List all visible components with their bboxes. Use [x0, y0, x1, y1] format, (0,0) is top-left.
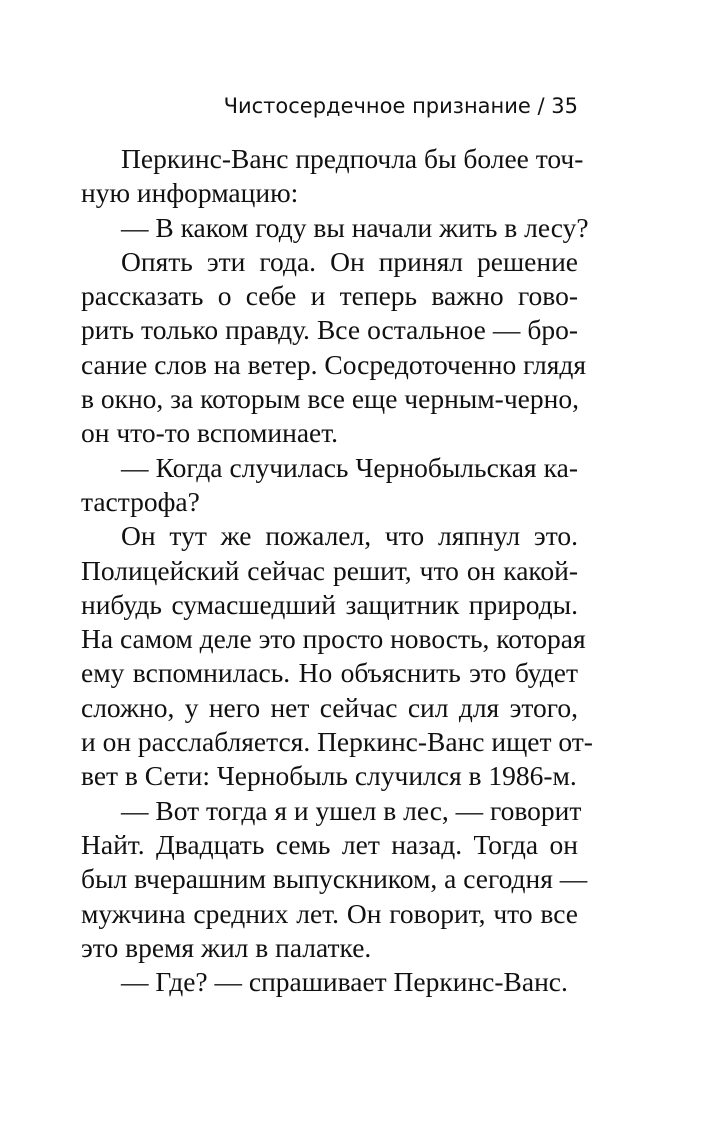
text-line: он что-то вспоминает.: [81, 417, 339, 449]
text-line: сложно, у него нет сейчас сил для этого,: [81, 691, 578, 723]
text-line: Опять эти года. Он принял решение: [121, 245, 578, 277]
text-line: Он тут же пожалел, что ляпнул это.: [121, 520, 578, 552]
text-line: и он расслабляется. Перкинс-Ванс ищет от-: [81, 726, 593, 758]
text-line: это время жил в палатке.: [81, 931, 372, 963]
text-line: На самом деле это просто новость, которая: [81, 623, 586, 655]
text-line: — Где? — спрашивает Перкинс-Ванс.: [121, 966, 568, 998]
text-line: Перкинс-Ванс предпочла бы более точ-: [121, 143, 584, 174]
text-line: нибудь сумасшедший защитник природы.: [81, 588, 578, 620]
text-line: ему вспомнилась. Но объяснить это будет: [81, 657, 578, 689]
text-line: рить только правду. Все остальное — бро-: [81, 314, 578, 346]
text-line: — Вот тогда я и ушел в лес, — говорит: [121, 794, 582, 826]
text-line: ную информацию:: [81, 177, 299, 209]
text-line: был вчерашним выпускником, а сегодня —: [81, 863, 588, 895]
text-line: рассказать о себе и теперь важно гово-: [81, 280, 578, 312]
text-line: в окно, за которым все еще черным-черно,: [81, 383, 579, 415]
text-line: — В каком году вы начали жить в лесу?: [121, 211, 589, 243]
text-line: сание слов на ветер. Сосредоточенно глядя: [81, 348, 586, 380]
text-line: — Когда случилась Чернобыльская ка-: [121, 451, 578, 483]
text-line: вет в Сети: Чернобыль случился в 1986-м.: [81, 760, 577, 792]
body-text: [81, 142, 593, 999]
text-line: мужчина средних лет. Он говорит, что все: [81, 897, 578, 929]
text-line: тастрофа?: [81, 485, 200, 517]
text-line: Найт. Двадцать семь лет назад. Тогда он: [81, 828, 578, 860]
running-head: Чистосердечное признание / 35: [223, 94, 578, 118]
text-line: Полицейский сейчас решит, что он какой-: [81, 554, 578, 586]
